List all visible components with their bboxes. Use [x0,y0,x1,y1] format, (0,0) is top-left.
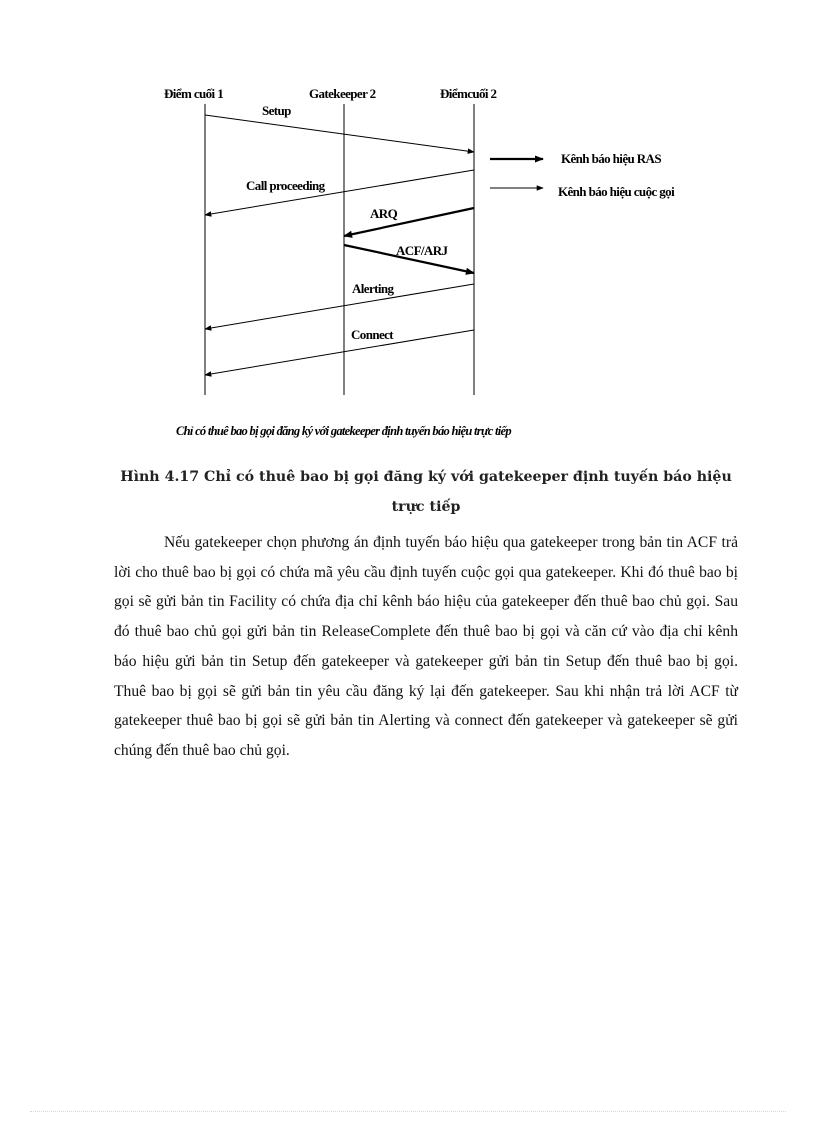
connect-arrow [205,330,474,375]
diagram-caption: Chỉ có thuê bao bị gọi đăng ký với gatekeeper định tuyến báo hiệu trực tiếp [176,424,511,438]
setup-label: Setup [262,103,291,118]
participant-endpoint-2: Điểmcuối 2 [440,86,497,101]
alerting-label: Alerting [352,281,394,296]
participant-gatekeeper-2: Gatekeeper 2 [309,86,376,101]
alerting-arrow [205,284,474,329]
body-text [114,528,738,766]
page-bottom-rule [30,1111,786,1112]
legend-ras-label: Kênh báo hiệu RAS [561,151,661,166]
legend-call-label: Kênh báo hiệu cuộc gọi [558,184,675,199]
acf-arj-label: ACF/ARJ [396,243,448,258]
setup-arrow [205,115,474,152]
call-proceeding-label: Call proceeding [246,178,325,193]
paragraph: Nếu gatekeeper chọn phương án định tuyến báo hiệu qua gatekeeper trong bản tin ACF trả lời cho thuê bao bị gọi có chứa mã yêu cầu định tuyến cuộc gọi qua gatekeeper. Khi đó thuê bao bị gọi sẽ gửi bản tin Facility có chứa địa chỉ kênh báo hiệu của gatekeeper đến thuê bao chủ gọi. Sau đó thuê bao chủ gọi gửi bản tin ReleaseComplete đến thuê bao bị gọi và căn cứ vào địa chỉ kênh báo hiệu gửi bản tin Setup đến gatekeeper và gatekeeper gửi bản tin Setup đến thuê bao bị gọi. Thuê bao bị gọi sẽ gửi bản tin yêu cầu đăng ký lại đến gatekeeper. Sau khi nhận trả lời ACF từ gatekeeper thuê bao bị gọi sẽ gửi bản tin Alerting và connect đến gatekeeper và gatekeeper sẽ gửi chúng đến thuê bao chủ gọi. [114,534,738,759]
participant-endpoint-1: Điểm cuối 1 [164,86,224,101]
arq-arrow [344,208,474,236]
signaling-diagram [0,0,816,420]
figure-title: Hình 4.17 Chỉ có thuê bao bị gọi đăng ký với gatekeeper định tuyến báo hiệu trực tiếp [120,469,732,515]
arq-label: ARQ [370,206,398,221]
connect-label: Connect [351,327,394,342]
